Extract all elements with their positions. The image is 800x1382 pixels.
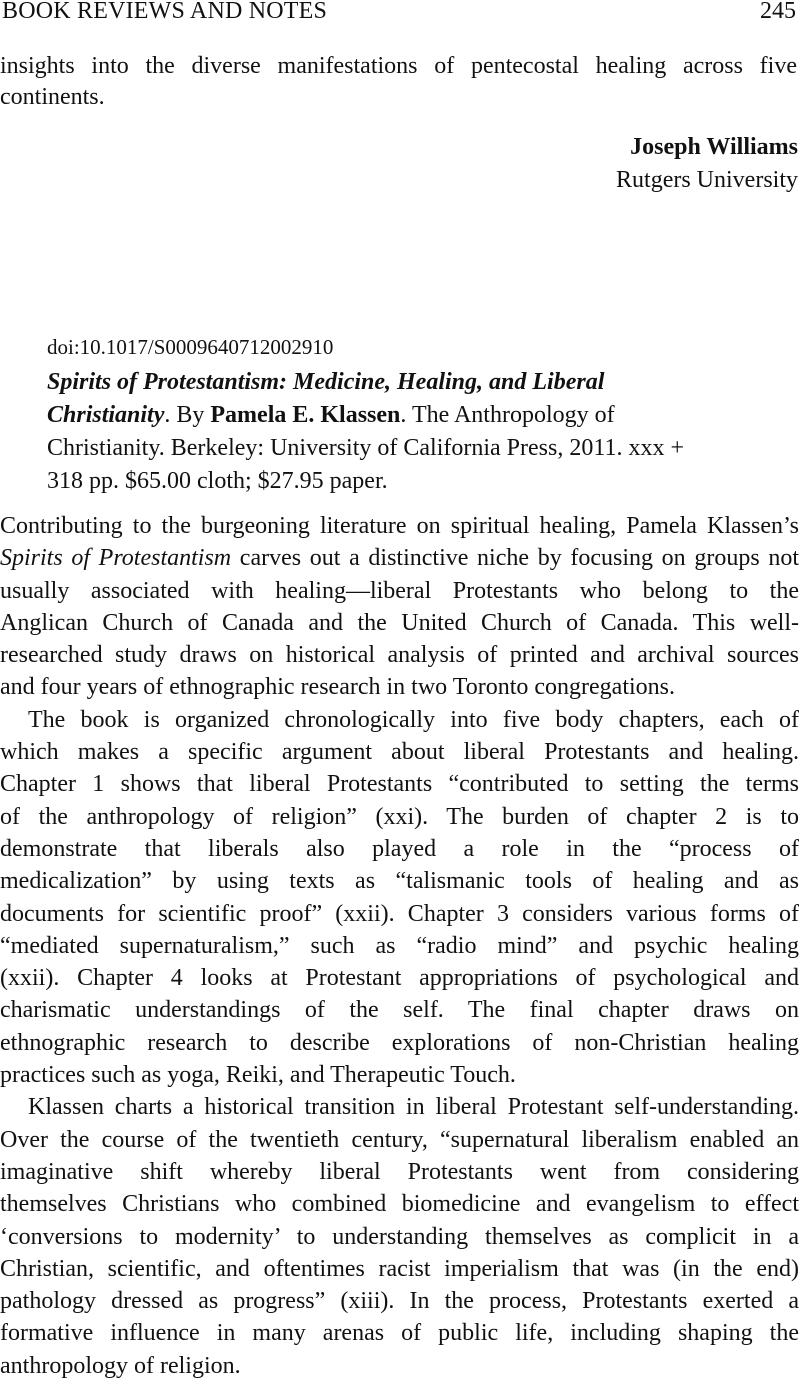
text-line: Chapter 1 shows that liberal Protestants “contributed to setting the terms (0, 771, 799, 798)
text-line: insights into the diverse manifestations of pentecostal healing across five (0, 53, 797, 79)
text-line: Christian, scientific, and oftentimes racist imperialism that was (in the end) (0, 1255, 799, 1282)
book-author: Pamela E. Klassen (210, 402, 401, 428)
doi: doi:10.1017/S0009640712002910 (47, 335, 334, 359)
text-line: charismatic understandings of the self. The final chapter draws on (0, 997, 799, 1024)
text-line: ‘conversions to modernity’ to understanding themselves as complicit in a (0, 1223, 799, 1250)
text-line (0, 542, 799, 574)
text-line: Anglican Church of Canada and the United Church of Canada. This well- (0, 609, 799, 636)
text-line: Over the course of the twentieth century, “supernatural liberalism enabled an (0, 1126, 799, 1153)
reviewer-signoff (616, 131, 798, 197)
page-number: 245 (760, 0, 796, 24)
text-line: practices such as yoga, Reiki, and Therapeutic Touch. (0, 1062, 516, 1089)
text-line: themselves Christians who combined biomedicine and evangelism to effect (0, 1191, 799, 1218)
citation-by: . By (164, 402, 211, 428)
book-title-line: Spirits of Protestantism: Medicine, Healing, and Liberal (47, 369, 605, 395)
text-line: and four years of ethnographic research in two Toronto congregations. (0, 674, 675, 701)
text-line: which makes a specific argument about liberal Protestants and healing. (0, 739, 799, 766)
text-line: imaginative shift whereby liberal Protestants went from considering (0, 1158, 799, 1185)
text-fragment: carves out a distinctive niche by focusing on groups not (231, 545, 800, 572)
text-line: Contributing to the burgeoning literature on spiritual healing, Pamela Klassen’s (0, 513, 799, 539)
text-line: “mediated supernaturalism,” such as “radio mind” and psychic healing (0, 932, 799, 959)
citation-series: . The Anthropology of (400, 402, 615, 428)
text-line: researched study draws on historical analysis of printed and archival sources (0, 642, 799, 669)
book-title-end: Christianity (47, 402, 165, 428)
reviewer-name: Joseph Williams (630, 134, 798, 160)
text-line: usually associated with healing—liberal Protestants who belong to the (0, 577, 799, 604)
text-line: documents for scientific proof” (xxii). Chapter 3 considers various forms of (0, 900, 799, 927)
running-head (0, 0, 800, 28)
book-title-mention: Spirits of Protestantism (0, 545, 232, 572)
citation-publisher: Christianity. Berkeley: University of California Press, 2011. xxx + (47, 435, 684, 461)
text-line: Klassen charts a historical transition in liberal Protestant self-understanding. (28, 1094, 799, 1121)
previous-review-ending (0, 51, 797, 113)
reviewer-affiliation: Rutgers University (616, 167, 798, 193)
citation-line (47, 399, 747, 432)
text-line: medicalization” by using texts as “talismanic tools of healing and as (0, 868, 799, 895)
text-line: The book is organized chronologically into five body chapters, each of (28, 706, 799, 733)
text-line: formative influence in many arenas of public life, including shaping the (0, 1320, 799, 1347)
text-line: of the anthropology of religion” (xxi). The burden of chapter 2 is to (0, 803, 799, 830)
text-line: anthropology of religion. (0, 1352, 241, 1379)
text-line: continents. (0, 84, 105, 110)
book-citation (47, 332, 747, 498)
review-body (0, 510, 799, 1382)
text-line: pathology dressed as progress” (xiii). In the process, Protestants exerted a (0, 1288, 799, 1315)
text-line: demonstrate that liberals also played a role in the “process of (0, 835, 799, 862)
citation-price: 318 pp. $65.00 cloth; $27.95 paper. (47, 468, 388, 494)
running-title: BOOK REVIEWS AND NOTES (2, 0, 328, 24)
text-line: ethnographic research to describe explorations of non-Christian healing (0, 1029, 799, 1056)
text-line: (xxii). Chapter 4 looks at Protestant appropriations of psychological and (0, 965, 799, 992)
